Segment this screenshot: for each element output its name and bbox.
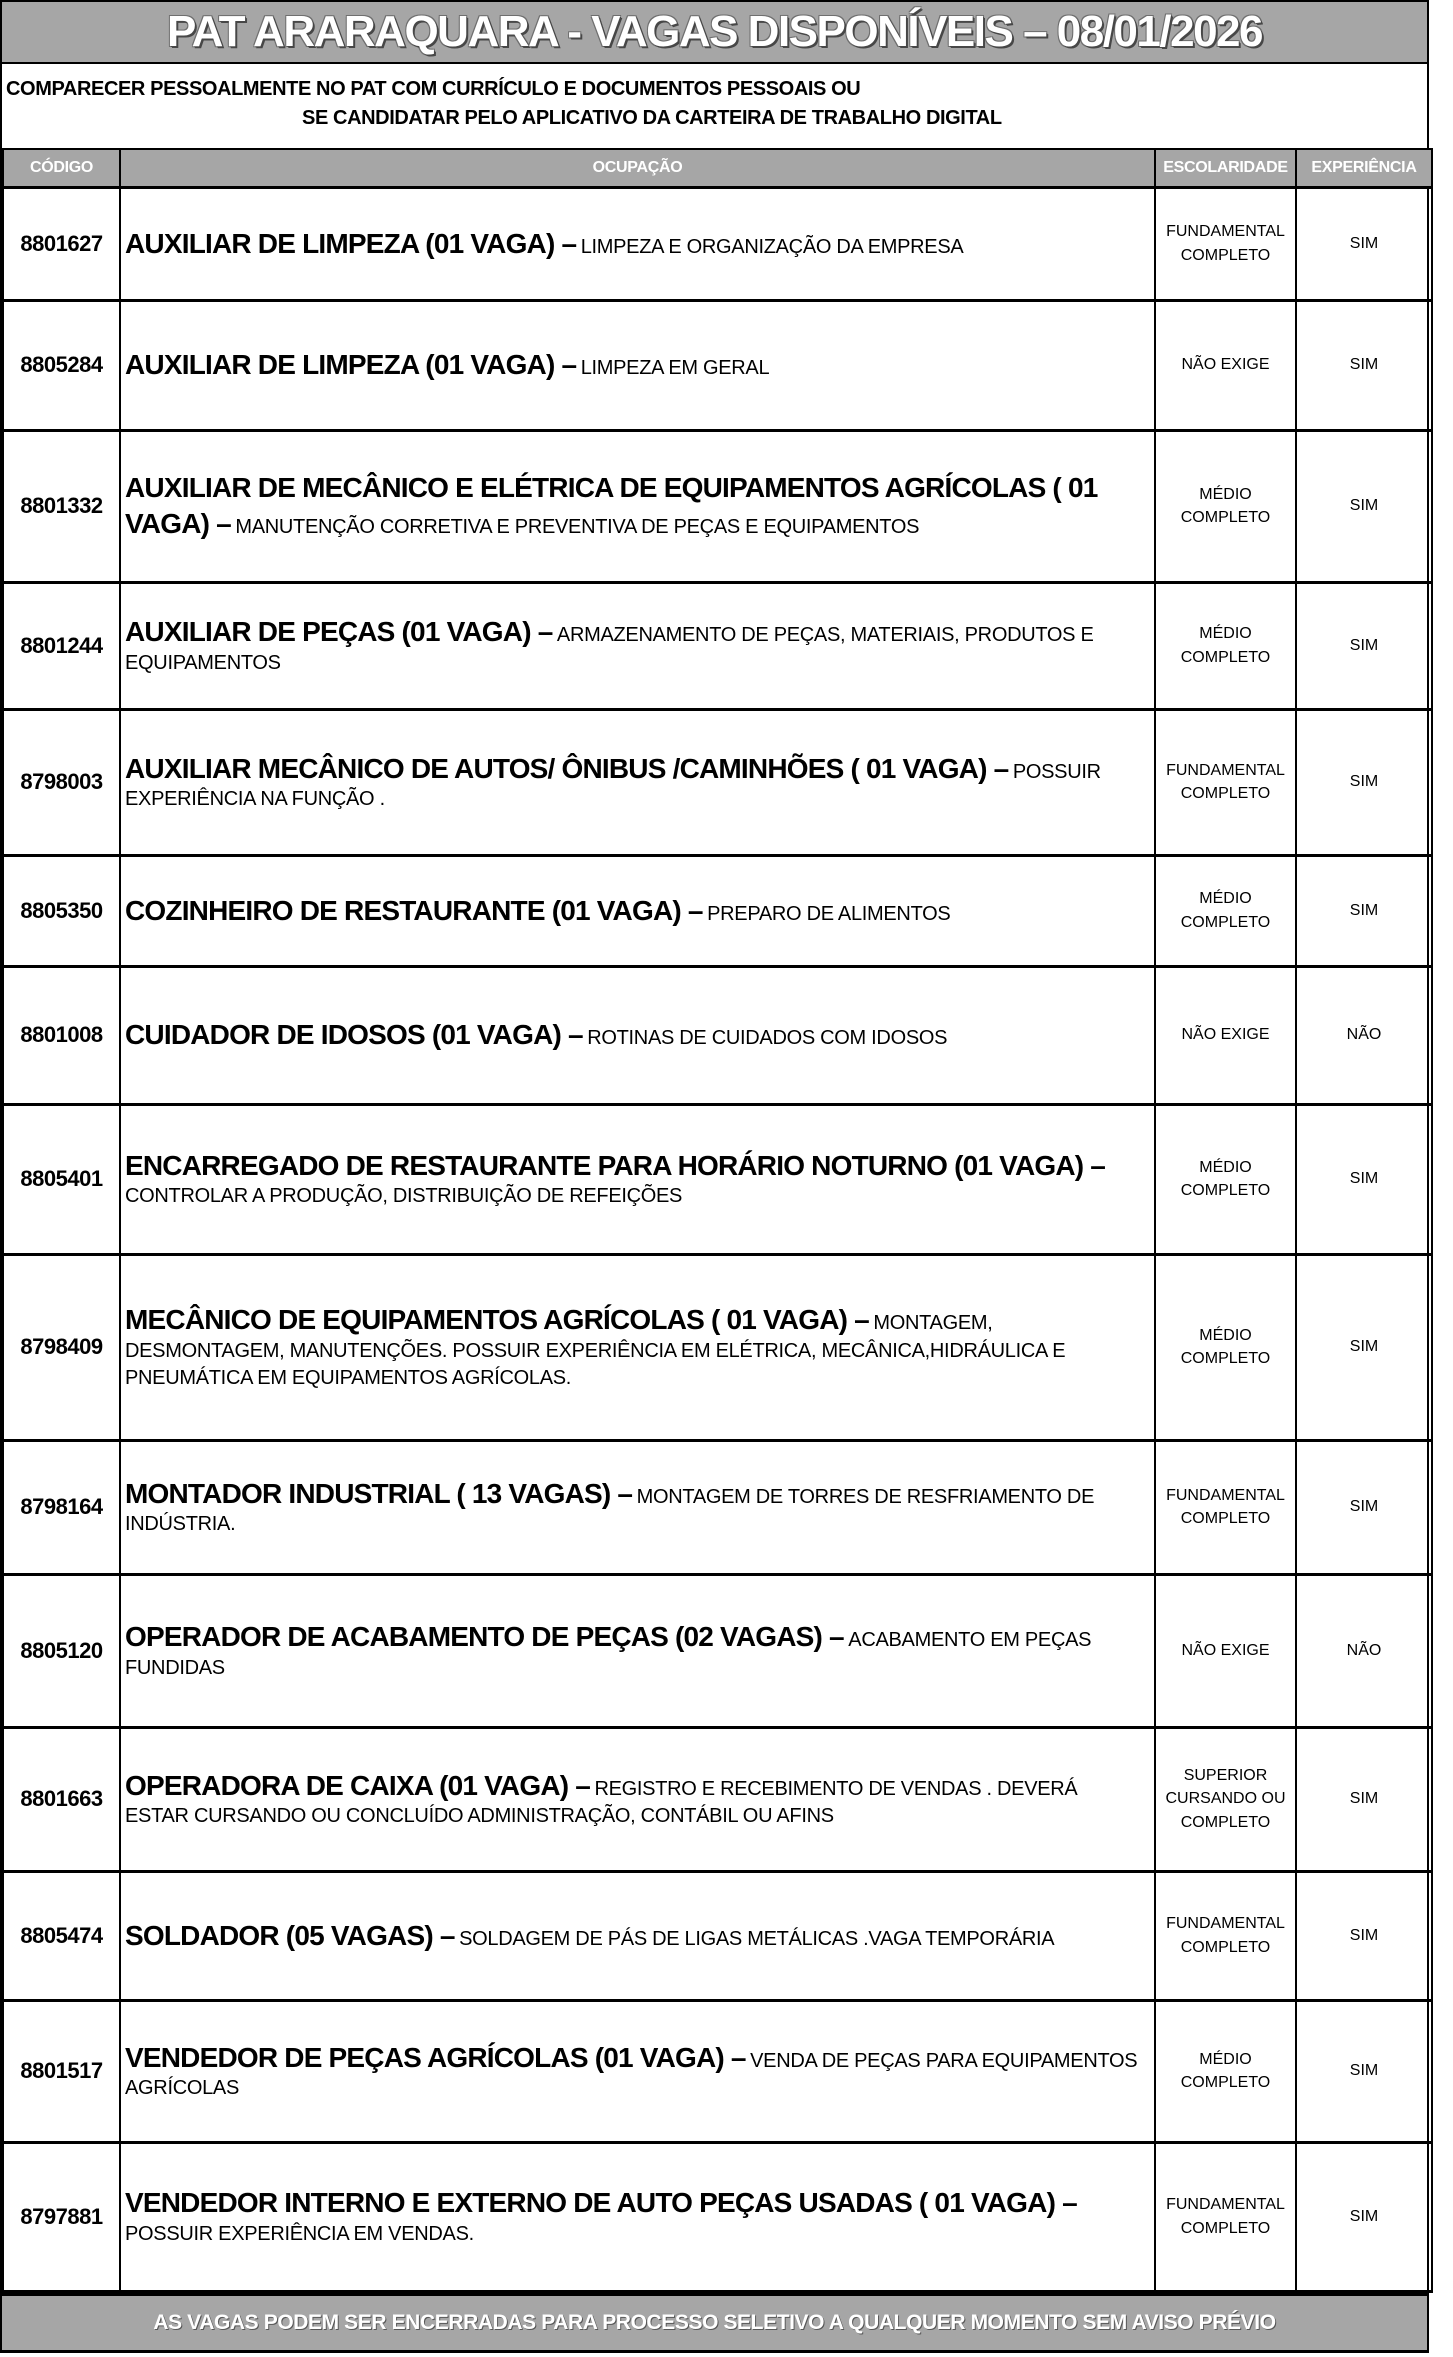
vacancies-table	[2, 148, 1433, 2293]
job-title: AUXILIAR DE PEÇAS (01 VAGA) –	[125, 616, 553, 648]
job-description: LIMPEZA E ORGANIZAÇÃO DA EMPRESA	[580, 235, 964, 258]
job-description: VENDA DE PEÇAS PARA EQUIPAMENTOS AGRÍCOLAS	[125, 2049, 1138, 2100]
experiencia-cell: SIM	[1296, 2142, 1432, 2291]
column-header-experiencia: EXPERIÊNCIA	[1296, 149, 1432, 187]
vacancy-row	[3, 1440, 1432, 1574]
vacancy-row	[3, 187, 1432, 300]
codigo-cell: 8801517	[3, 2000, 120, 2142]
job-title: COZINHEIRO DE RESTAURANTE (01 VAGA) –	[125, 894, 703, 926]
experiencia-cell: SIM	[1296, 187, 1432, 300]
experiencia-cell: SIM	[1296, 300, 1432, 430]
job-description: REGISTRO E RECEBIMENTO DE VENDAS . DEVERÁ ESTAR CURSANDO OU CONCLUÍDO ADMINISTRAÇÃO, CONTÁBIL OU AFINS	[125, 1777, 1078, 1828]
vacancy-row	[3, 2142, 1432, 2291]
job-title: AUXILIAR DE MECÂNICO E ELÉTRICA DE EQUIPAMENTOS AGRÍCOLAS ( 01 VAGA) –	[125, 472, 1098, 539]
job-title: OPERADOR DE ACABAMENTO DE PEÇAS (02 VAGAS) –	[125, 1621, 844, 1653]
experiencia-cell: SIM	[1296, 1440, 1432, 1574]
job-description: ARMAZENAMENTO DE PEÇAS, MATERIAIS, PRODUTOS E EQUIPAMENTOS	[125, 624, 1094, 674]
table-header-row	[3, 149, 1432, 187]
job-title: CUIDADOR DE IDOSOS (01 VAGA) –	[125, 1019, 583, 1051]
job-title: MECÂNICO DE EQUIPAMENTOS AGRÍCOLAS ( 01 VAGA) –	[125, 1304, 869, 1336]
escolaridade-cell: NÃO EXIGE	[1155, 966, 1296, 1104]
escolaridade-cell: FUNDAMENTAL COMPLETO	[1155, 1871, 1296, 2000]
table-header	[3, 149, 1432, 187]
codigo-cell: 8798003	[3, 709, 120, 855]
experiencia-cell: SIM	[1296, 2000, 1432, 2142]
experiencia-cell: SIM	[1296, 1254, 1432, 1440]
experiencia-cell: SIM	[1296, 1871, 1432, 2000]
job-description: POSSUIR EXPERIÊNCIA EM VENDAS.	[125, 2222, 474, 2245]
column-header-escolaridade: ESCOLARIDADE	[1155, 149, 1296, 187]
job-description: PREPARO DE ALIMENTOS	[707, 902, 951, 925]
job-description: CONTROLAR A PRODUÇÃO, DISTRIBUIÇÃO DE REFEIÇÕES	[125, 1185, 683, 1208]
experiencia-cell: SIM	[1296, 430, 1432, 582]
experiencia-cell: SIM	[1296, 1727, 1432, 1871]
codigo-cell: 8805401	[3, 1104, 120, 1254]
escolaridade-cell: MÉDIO COMPLETO	[1155, 430, 1296, 582]
escolaridade-cell: NÃO EXIGE	[1155, 300, 1296, 430]
escolaridade-cell: NÃO EXIGE	[1155, 1574, 1296, 1727]
codigo-cell: 8797881	[3, 2142, 120, 2291]
codigo-cell: 8801663	[3, 1727, 120, 1871]
vacancy-row	[3, 1871, 1432, 2000]
job-description: MONTAGEM DE TORRES DE RESFRIAMENTO DE INDÚSTRIA.	[125, 1485, 1095, 1536]
column-header-ocupacao: OCUPAÇÃO	[120, 149, 1155, 187]
instructions-line-2: SE CANDIDATAR PELO APLICATIVO DA CARTEIRA DE TRABALHO DIGITAL	[302, 107, 1002, 129]
vacancy-row	[3, 1727, 1432, 1871]
title-band	[2, 0, 1427, 64]
job-title: ENCARREGADO DE RESTAURANTE PARA HORÁRIO NOTURNO (01 VAGA) –	[125, 1149, 1106, 1181]
ocupacao-cell	[120, 1574, 1155, 1727]
escolaridade-cell: MÉDIO COMPLETO	[1155, 1254, 1296, 1440]
table-body	[3, 187, 1432, 2291]
vacancy-row	[3, 1574, 1432, 1727]
escolaridade-cell: MÉDIO COMPLETO	[1155, 2000, 1296, 2142]
codigo-cell: 8801627	[3, 187, 120, 300]
ocupacao-cell	[120, 966, 1155, 1104]
codigo-cell: 8798409	[3, 1254, 120, 1440]
footer-band	[2, 2293, 1427, 2353]
footer-notice: AS VAGAS PODEM SER ENCERRADAS PARA PROCESSO SELETIVO A QUALQUER MOMENTO SEM AVISO PRÉVIO	[153, 2310, 1276, 2334]
ocupacao-cell	[120, 1727, 1155, 1871]
ocupacao-cell	[120, 2142, 1155, 2291]
escolaridade-cell: FUNDAMENTAL COMPLETO	[1155, 187, 1296, 300]
escolaridade-cell: FUNDAMENTAL COMPLETO	[1155, 2142, 1296, 2291]
codigo-cell: 8801008	[3, 966, 120, 1104]
job-description: LIMPEZA EM GERAL	[580, 357, 770, 380]
ocupacao-cell	[120, 582, 1155, 709]
codigo-cell: 8805120	[3, 1574, 120, 1727]
experiencia-cell: SIM	[1296, 582, 1432, 709]
ocupacao-cell	[120, 430, 1155, 582]
job-description: MONTAGEM, DESMONTAGEM, MANUTENÇÕES. POSSUIR EXPERIÊNCIA EM ELÉTRICA, MECÂNICA,HIDRÁULICA E PNEUMÁTICA EM EQUIPAMENTOS AGRÍCOLAS.	[125, 1312, 1066, 1389]
vacancy-row	[3, 709, 1432, 855]
vacancy-row	[3, 430, 1432, 582]
job-description: POSSUIR EXPERIÊNCIA NA FUNÇÃO .	[125, 760, 1101, 811]
experiencia-cell: NÃO	[1296, 1574, 1432, 1727]
escolaridade-cell: FUNDAMENTAL COMPLETO	[1155, 1440, 1296, 1574]
column-header-codigo: CÓDIGO	[3, 149, 120, 187]
ocupacao-cell	[120, 2000, 1155, 2142]
escolaridade-cell: FUNDAMENTAL COMPLETO	[1155, 709, 1296, 855]
escolaridade-cell: SUPERIOR CURSANDO OU COMPLETO	[1155, 1727, 1296, 1871]
vacancy-row	[3, 855, 1432, 966]
vacancy-row	[3, 1254, 1432, 1440]
vacancy-row	[3, 1104, 1432, 1254]
ocupacao-cell	[120, 187, 1155, 300]
job-title: VENDEDOR INTERNO E EXTERNO DE AUTO PEÇAS USADAS ( 01 VAGA) –	[125, 2187, 1077, 2219]
job-description: SOLDAGEM DE PÁS DE LIGAS METÁLICAS .VAGA TEMPORÁRIA	[459, 1927, 1055, 1950]
codigo-cell: 8801244	[3, 582, 120, 709]
ocupacao-cell	[120, 300, 1155, 430]
experiencia-cell: NÃO	[1296, 966, 1432, 1104]
vacancy-row	[3, 582, 1432, 709]
ocupacao-cell	[120, 1871, 1155, 2000]
ocupacao-cell	[120, 1440, 1155, 1574]
vacancy-row	[3, 2000, 1432, 2142]
codigo-cell: 8805474	[3, 1871, 120, 2000]
escolaridade-cell: MÉDIO COMPLETO	[1155, 855, 1296, 966]
page-title: PAT ARARAQUARA - VAGAS DISPONÍVEIS – 08/01/2026	[167, 7, 1262, 56]
codigo-cell: 8805350	[3, 855, 120, 966]
ocupacao-cell	[120, 709, 1155, 855]
ocupacao-cell	[120, 1104, 1155, 1254]
instructions-line-1: COMPARECER PESSOALMENTE NO PAT COM CURRÍCULO E DOCUMENTOS PESSOAIS OU	[6, 78, 861, 100]
vacancy-row	[3, 966, 1432, 1104]
experiencia-cell: SIM	[1296, 709, 1432, 855]
job-description: ACABAMENTO EM PEÇAS FUNDIDAS	[125, 1629, 1092, 1679]
ocupacao-cell	[120, 855, 1155, 966]
job-title: AUXILIAR MECÂNICO DE AUTOS/ ÔNIBUS /CAMINHÕES ( 01 VAGA) –	[125, 752, 1009, 784]
escolaridade-cell: MÉDIO COMPLETO	[1155, 1104, 1296, 1254]
job-description: MANUTENÇÃO CORRETIVA E PREVENTIVA DE PEÇAS E EQUIPAMENTOS	[235, 516, 920, 538]
codigo-cell: 8805284	[3, 300, 120, 430]
experiencia-cell: SIM	[1296, 1104, 1432, 1254]
job-title: VENDEDOR DE PEÇAS AGRÍCOLAS (01 VAGA) –	[125, 2041, 746, 2073]
vacancy-row	[3, 300, 1432, 430]
ocupacao-cell	[120, 1254, 1155, 1440]
job-title: AUXILIAR DE LIMPEZA (01 VAGA) –	[125, 349, 577, 381]
escolaridade-cell: MÉDIO COMPLETO	[1155, 582, 1296, 709]
instructions-block	[2, 64, 1427, 148]
job-description: ROTINAS DE CUIDADOS COM IDOSOS	[587, 1027, 948, 1050]
job-title: MONTADOR INDUSTRIAL ( 13 VAGAS) –	[125, 1477, 633, 1509]
codigo-cell: 8798164	[3, 1440, 120, 1574]
codigo-cell: 8801332	[3, 430, 120, 582]
job-title: SOLDADOR (05 VAGAS) –	[125, 1919, 455, 1951]
job-title: AUXILIAR DE LIMPEZA (01 VAGA) –	[125, 227, 577, 259]
experiencia-cell: SIM	[1296, 855, 1432, 966]
job-title: OPERADORA DE CAIXA (01 VAGA) –	[125, 1769, 591, 1801]
